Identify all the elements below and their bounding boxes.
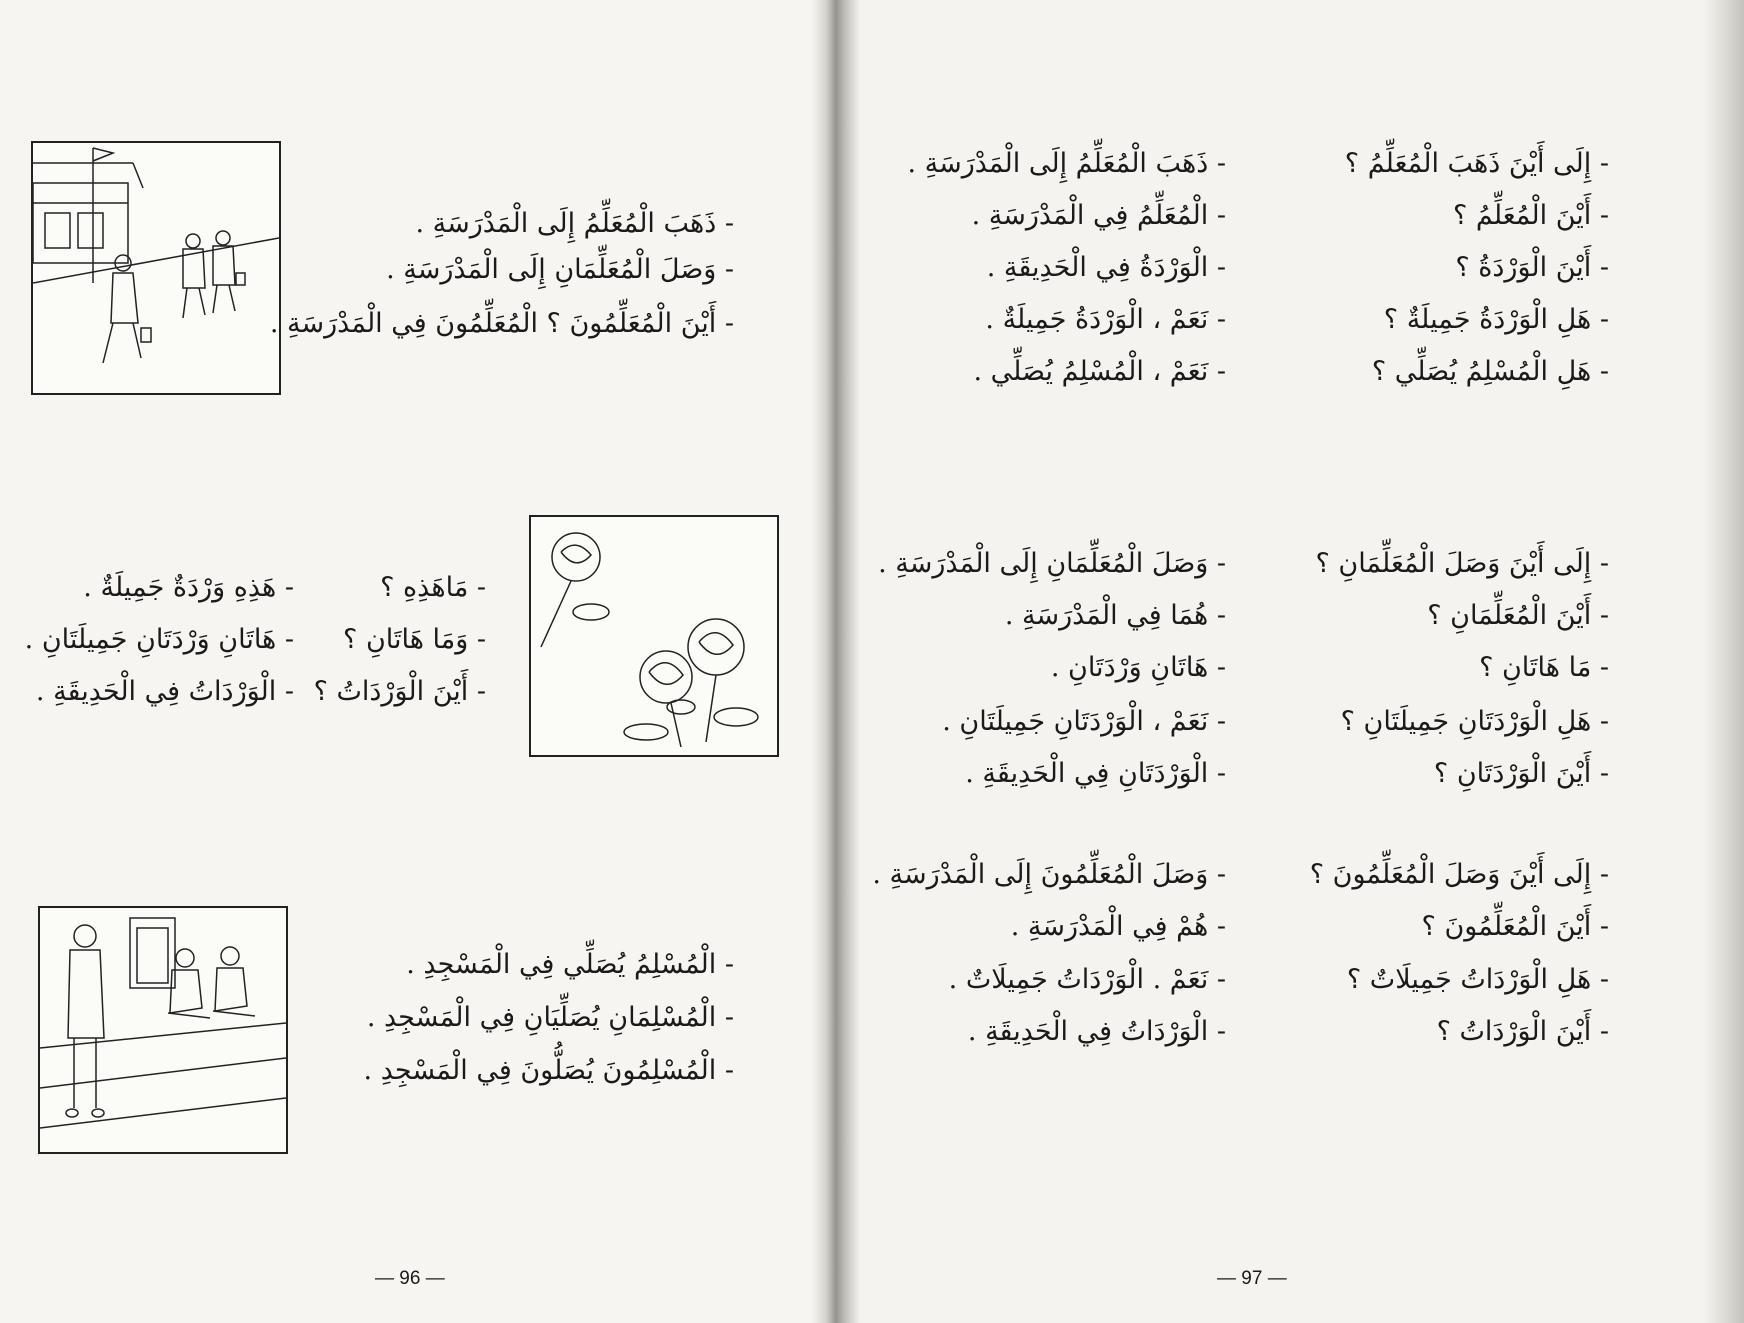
page-number-left: — 96 — — [375, 1268, 445, 1289]
block1-answer-5: - نَعَمْ ، الْمُسْلِمُ يُصَلِّي . — [973, 356, 1226, 387]
block2-answer-3: - هَاتَانِ وَرْدَتَانِ . — [1050, 652, 1226, 683]
block1-answer-4: - نَعَمْ ، الْوَرْدَةُ جَمِيلَةٌ . — [985, 304, 1226, 335]
block1-question-3: - أَيْنَ الْوَرْدَةُ ؟ — [1455, 252, 1609, 283]
book-spine — [812, 0, 860, 1323]
rose-answer-1: - هَذِهِ وَرْدَةٌ جَمِيلَةٌ . — [83, 572, 294, 603]
rose-question-3: - أَيْنَ الْوَرْدَاتُ ؟ — [313, 676, 486, 707]
block2-answer-4: - نَعَمْ ، الْوَرْدَتَانِ جَمِيلَتَانِ . — [942, 706, 1226, 737]
rose-question-1: - مَاهَذِهِ ؟ — [380, 572, 486, 603]
mosque-sentence-3: - الْمُسْلِمُونَ يُصَلُّونَ فِي الْمَسْجِدِ . — [363, 1055, 734, 1086]
block2-question-4: - هَلِ الْوَرْدَتَانِ جَمِيلَتَانِ ؟ — [1340, 706, 1609, 737]
block2-answer-1: - وَصَلَ الْمُعَلِّمَانِ إِلَى الْمَدْرَسَةِ . — [878, 548, 1226, 579]
page-edge — [1704, 0, 1744, 1323]
rose-answer-3: - الْوَرْدَاتُ فِي الْحَدِيقَةِ . — [35, 676, 294, 707]
block1-question-2: - أَيْنَ الْمُعَلِّمُ ؟ — [1452, 200, 1609, 231]
school-sentence-3: - أَيْنَ الْمُعَلِّمُونَ ؟ الْمُعَلِّمُونَ فِي الْمَدْرَسَةِ . — [269, 308, 734, 339]
block3-question-4: - أَيْنَ الْوَرْدَاتُ ؟ — [1436, 1016, 1609, 1047]
page-number-right: — 97 — — [1217, 1268, 1287, 1289]
block1-question-1: - إِلَى أَيْنَ ذَهَبَ الْمُعَلِّمُ ؟ — [1344, 148, 1609, 179]
block1-answer-2: - الْمُعَلِّمُ فِي الْمَدْرَسَةِ . — [971, 200, 1226, 231]
block3-answer-3: - نَعَمْ . الْوَرْدَاتُ جَمِيلَاتٌ . — [948, 964, 1226, 995]
mosque-sentence-1: - الْمُسْلِمُ يُصَلِّي فِي الْمَسْجِدِ . — [406, 949, 734, 980]
block1-answer-3: - الْوَرْدَةُ فِي الْحَدِيقَةِ . — [986, 252, 1226, 283]
block3-question-2: - أَيْنَ الْمُعَلِّمُونَ ؟ — [1421, 911, 1609, 942]
block3-question-3: - هَلِ الْوَرْدَاتُ جَمِيلَاتٌ ؟ — [1346, 964, 1609, 995]
block3-answer-4: - الْوَرْدَاتُ فِي الْحَدِيقَةِ . — [967, 1016, 1226, 1047]
block3-answer-1: - وَصَلَ الْمُعَلِّمُونَ إِلَى الْمَدْرَسَةِ . — [872, 859, 1226, 890]
block2-answer-5: - الْوَرْدَتَانِ فِي الْحَدِيقَةِ . — [965, 758, 1226, 789]
rose-question-2: - وَمَا هَاتَانِ ؟ — [343, 624, 486, 655]
school-sentence-1: - ذَهَبَ الْمُعَلِّمُ إِلَى الْمَدْرَسَةِ . — [415, 208, 734, 239]
block2-question-1: - إِلَى أَيْنَ وَصَلَ الْمُعَلِّمَانِ ؟ — [1315, 548, 1609, 579]
mosque-illustration — [38, 906, 288, 1154]
block1-question-5: - هَلِ الْمُسْلِمُ يُصَلِّي ؟ — [1371, 356, 1609, 387]
rose-answer-2: - هَاتَانِ وَرْدَتَانِ جَمِيلَتَانِ . — [24, 624, 294, 655]
school-illustration — [31, 141, 281, 395]
block2-question-2: - أَيْنَ الْمُعَلِّمَانِ ؟ — [1427, 600, 1609, 631]
mosque-sentence-2: - الْمُسْلِمَانِ يُصَلِّيَانِ فِي الْمَسْجِدِ . — [366, 1002, 734, 1033]
block3-question-1: - إِلَى أَيْنَ وَصَلَ الْمُعَلِّمُونَ ؟ — [1309, 859, 1609, 890]
roses-illustration — [529, 515, 779, 757]
block1-answer-1: - ذَهَبَ الْمُعَلِّمُ إِلَى الْمَدْرَسَةِ . — [907, 148, 1226, 179]
block2-question-3: - مَا هَاتَانِ ؟ — [1479, 652, 1609, 683]
block1-question-4: - هَلِ الْوَرْدَةُ جَمِيلَةٌ ؟ — [1383, 304, 1609, 335]
school-sentence-2: - وَصَلَ الْمُعَلِّمَانِ إِلَى الْمَدْرَسَةِ . — [386, 254, 734, 285]
block2-question-5: - أَيْنَ الْوَرْدَتَانِ ؟ — [1433, 758, 1609, 789]
block2-answer-2: - هُمَا فِي الْمَدْرَسَةِ . — [1004, 600, 1226, 631]
block3-answer-2: - هُمْ فِي الْمَدْرَسَةِ . — [1010, 911, 1226, 942]
